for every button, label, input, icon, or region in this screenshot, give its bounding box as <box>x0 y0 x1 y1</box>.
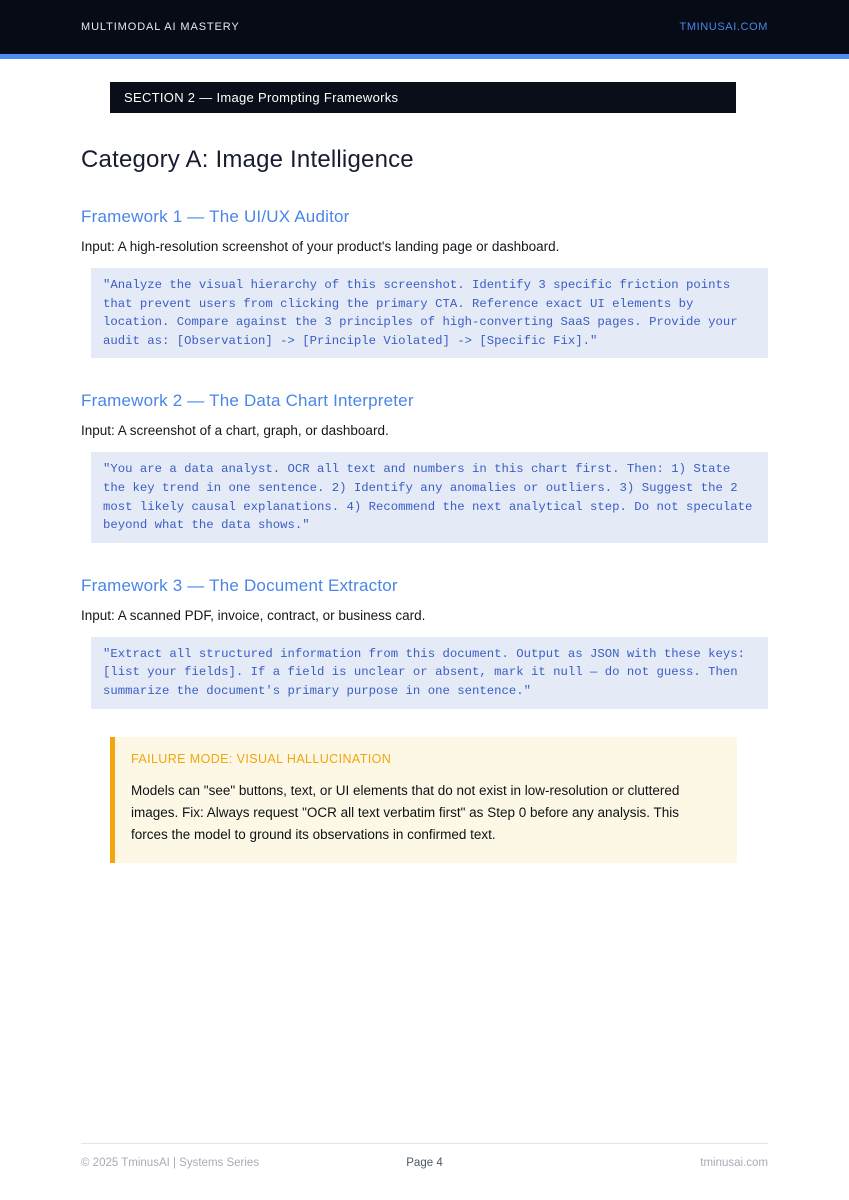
framework-section-3 <box>81 576 768 709</box>
header-site-link[interactable]: TMINUSAI.COM <box>679 21 768 33</box>
header-brand: MULTIMODAL AI MASTERY <box>81 21 240 33</box>
page-title: Category A: Image Intelligence <box>81 146 414 173</box>
header-accent-line <box>0 54 849 59</box>
callout-title: FAILURE MODE: VISUAL HALLUCINATION <box>131 751 392 766</box>
framework-3-prompt-code-block: "Extract all structured information from this document. Output as JSON with these keys: [list your fields]. If a field is unclear or absent, mark it null — do not guess. Then summarize the document's primary purpose in one sentence." <box>91 637 768 709</box>
framework-2-heading: Framework 2 — The Data Chart Interpreter <box>81 391 414 411</box>
framework-1-prompt-code-block: "Analyze the visual hierarchy of this screenshot. Identify 3 specific friction points that prevent users from clicking the primary CTA. Reference exact UI elements by location. Compare against the 3 principles of high-converting SaaS pages. Provide your audit as: [Observation] -> [Principle Violated] -> [Specific Fix]." <box>91 268 768 358</box>
page-content <box>0 82 849 863</box>
failure-mode-callout <box>110 737 737 863</box>
framework-2-input-description: Input: A screenshot of a chart, graph, or dashboard. <box>81 423 389 439</box>
framework-3-heading: Framework 3 — The Document Extractor <box>81 575 398 595</box>
framework-1-heading: Framework 1 — The UI/UX Auditor <box>81 207 350 226</box>
footer-copyright: © 2025 TminusAI | Systems Series <box>81 1157 260 1169</box>
framework-section-1 <box>81 207 768 358</box>
framework-3-input-description: Input: A scanned PDF, invoice, contract, or business card. <box>81 607 426 623</box>
footer-page-number: Page 4 <box>406 1157 443 1169</box>
framework-section-2 <box>81 391 768 542</box>
framework-2-prompt-code-block: "You are a data analyst. OCR all text and numbers in this chart first. Then: 1) State the key trend in one sentence. 2) Identify any anomalies or outliers. 3) Suggest the 2 most likely causal explanations. 4) Recommend the next analytical step. Do not speculate beyond what the data shows." <box>91 452 768 542</box>
page-footer <box>81 1143 768 1169</box>
framework-1-input-description: Input: A high-resolution screenshot of your product's landing page or dashboard. <box>81 239 560 254</box>
footer-site-link[interactable]: tminusai.com <box>700 1157 768 1169</box>
top-header-bar <box>0 0 849 54</box>
section-banner: SECTION 2 — Image Prompting Frameworks <box>110 82 736 113</box>
callout-body: Models can "see" buttons, text, or UI elements that do not exist in low-resolution or cluttered images. Fix: Always request "OCR all text verbatim first" as Step 0 before any analysis. This forces the model to ground its observations in confirmed text. <box>131 782 680 842</box>
